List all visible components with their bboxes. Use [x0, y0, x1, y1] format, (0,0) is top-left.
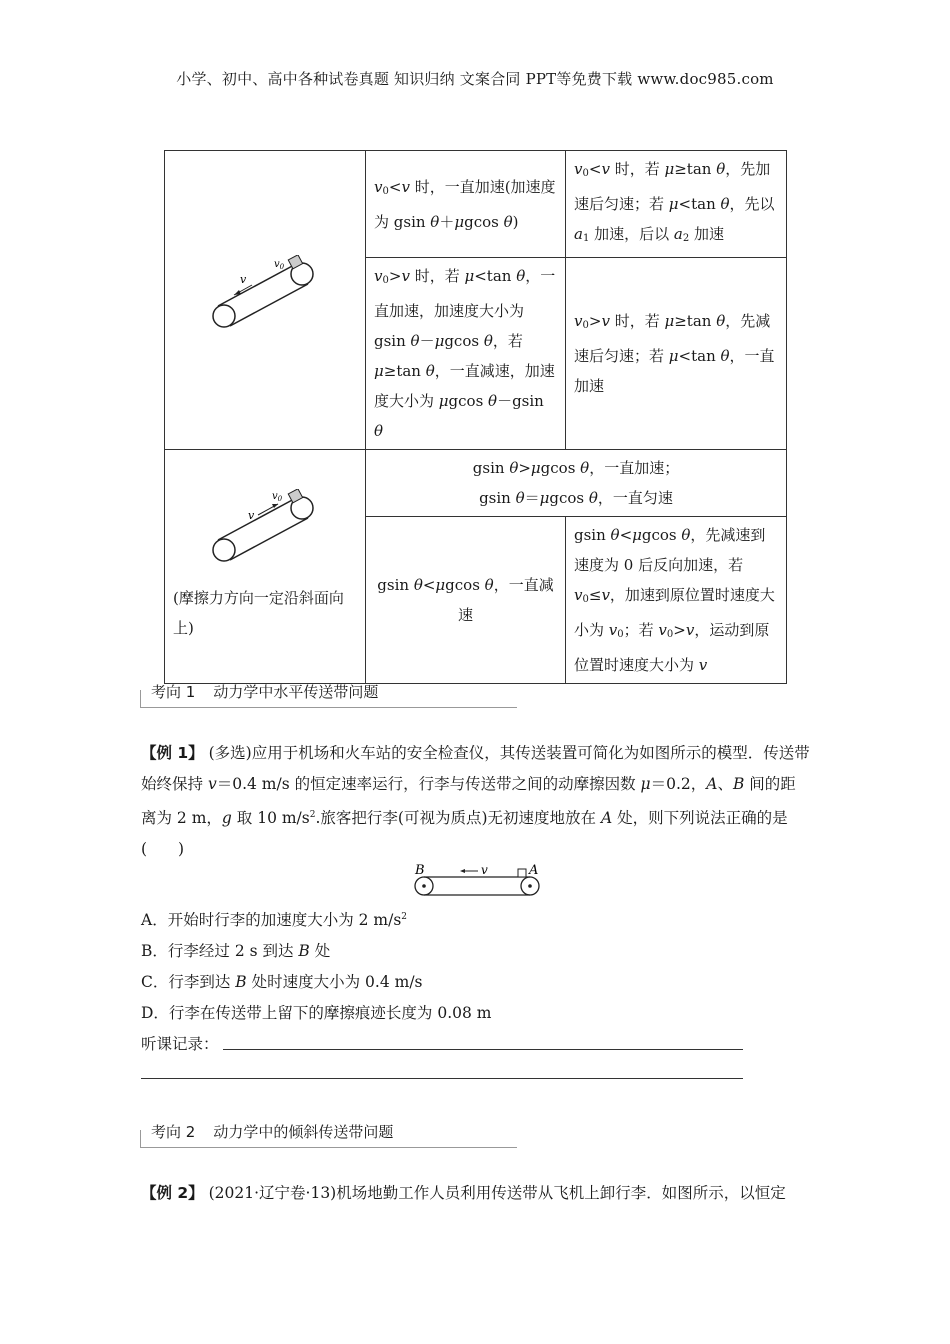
- v-label: v: [248, 508, 255, 522]
- cell-r4-c3: gsin θ<μgcos θ，先减速到速度为 0 后反向加速，若 $v_0\le v$，加速到原位置时速度大小为 $v_0$；若 $v_0>v$，运动到原位置时速度大小为 v: [566, 517, 787, 684]
- horizontal-belt-diagram: [410, 862, 545, 898]
- cell-r1-c2: $v_0<v$ 时，一直加速(加速度为 gsin θ＋μgcos θ): [366, 151, 566, 258]
- v0-label: $v_0$: [272, 490, 283, 503]
- notes-line-2[interactable]: [141, 1078, 743, 1079]
- inclined-conveyor-diagram: [210, 255, 320, 335]
- r3-line1: gsin θ>μgcos θ，一直加速；: [472, 459, 680, 477]
- example-tag: 【例 1】: [141, 744, 204, 762]
- option-c: C．行李到达 B 处时速度大小为 0.4 m/s: [141, 973, 423, 991]
- option-a: A．开始时行李的加速度大小为 2 $m/s^2$: [141, 911, 408, 929]
- section-number: 考向 1: [151, 683, 196, 701]
- notes-line-1[interactable]: [223, 1049, 743, 1050]
- table-row: [165, 151, 787, 258]
- notes-label: 听课记录：: [141, 1035, 219, 1053]
- example-tag: 【例 2】: [141, 1184, 204, 1202]
- cell-r2-c3: $v_0>v$ 时，若 μ≥tan θ，先减速后匀速；若 μ<tan θ，一直加速: [566, 258, 787, 450]
- page-header: 小学、初中、高中各种试卷真题 知识归纳 文案合同 PPT等免费下载 www.doc985.com: [176, 70, 774, 88]
- velocity-label: v: [481, 863, 488, 877]
- r3-line2: gsin θ＝μgcos θ，一直匀速: [479, 489, 673, 507]
- cell-r4-c2: gsin θ<μgcos θ，一直减速: [366, 517, 566, 684]
- v-label: v: [240, 273, 247, 286]
- example-2-text: 【例 2】 (2021·辽宁卷·13)机场地勤工作人员利用传送带从飞机上卸行李．如图所示，以恒定: [141, 1184, 786, 1202]
- conveyor-table: [164, 150, 787, 684]
- table-row: [165, 450, 787, 517]
- section-heading-2: [140, 1120, 517, 1148]
- friction-note: (摩擦力方向一定沿斜面向上): [173, 588, 344, 637]
- inclined-conveyor-diagram-2: [210, 489, 320, 569]
- cell-r2-c2: $v_0>v$ 时，若 μ<tan θ，一直加速，加速度大小为 gsin θ－μgcos θ，若 μ≥tan θ，一直减速，加速度大小为 μgcos θ－gsin θ: [366, 258, 566, 450]
- section-title: 动力学中水平传送带问题: [213, 683, 379, 701]
- section-heading-1: [140, 680, 517, 708]
- option-d: D．行李在传送带上留下的摩擦痕迹长度为 0.08 m: [141, 1004, 492, 1022]
- option-b: B．行李经过 2 s 到达 B 处: [141, 942, 331, 960]
- example-1-text: 【例 1】 (多选)应用于机场和火车站的安全检查仪，其传送装置可简化为如图所示的模型．传送带始终保持 v＝0.4 m/s 的恒定速率运行，行李与传送带之间的动摩擦因数 μ＝0.2，A、B 间的距离为 2 m，g 取 10 $m/s^2$.旅客把行李(可视为质点)无初速度地放在 A 处，则下列说法正确的是( ): [141, 744, 810, 859]
- section-title: 动力学中的倾斜传送带问题: [213, 1123, 394, 1141]
- cell-r1-c3: $v_0<v$ 时，若 μ≥tan θ，先加速后匀速；若 μ<tan θ，先以 $a_1$ 加速，后以 $a_2$ 加速: [566, 151, 787, 258]
- cell-r3-merged: [366, 450, 787, 517]
- v0-label: $v_0$: [274, 259, 285, 271]
- point-b-label: B: [415, 863, 425, 878]
- section-number: 考向 2: [151, 1123, 196, 1141]
- incline-belt-figure-1: [165, 151, 366, 450]
- incline-belt-figure-2: [165, 450, 366, 684]
- point-a-label: A: [529, 863, 539, 878]
